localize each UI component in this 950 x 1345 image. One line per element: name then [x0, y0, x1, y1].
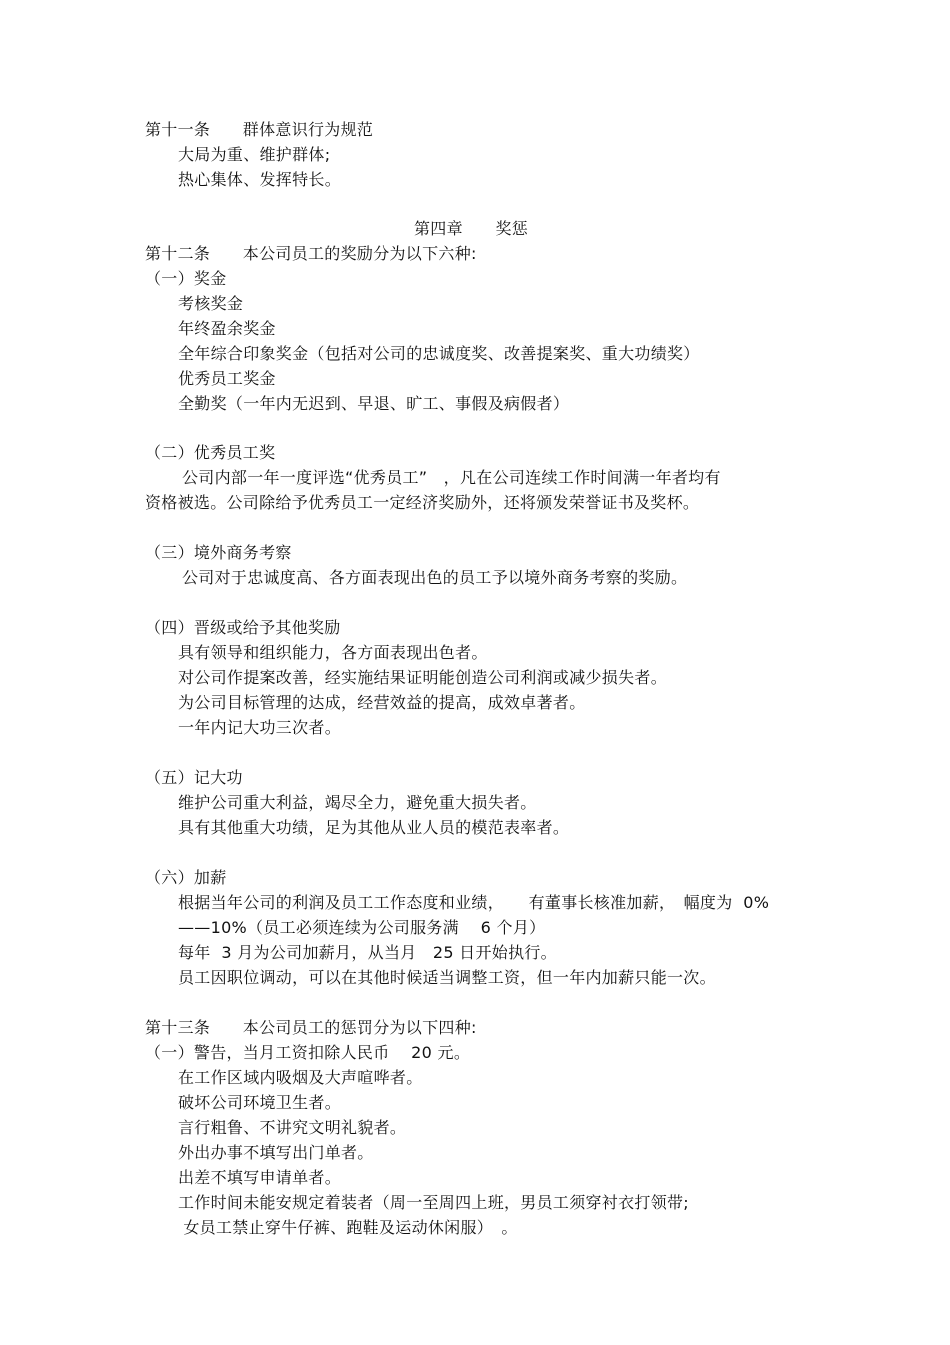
list-item: 对公司作提案改善，经实施结果证明能创造公司利润或减少损失者。: [178, 668, 668, 687]
paragraph-line: 根据当年公司的利润及员工工作态度和业绩， 有董事长核准加薪， 幅度为 0%: [178, 893, 770, 912]
section-title: （四）晋级或给予其他奖励: [145, 618, 341, 637]
list-item: 具有其他重大功绩，足为其他从业人员的模范表率者。: [178, 818, 570, 837]
text-line: 大局为重、维护群体;: [178, 145, 331, 164]
paragraph-line: 资格被选。公司除给予优秀员工一定经济奖励外，还将颁发荣誉证书及奖杯。: [145, 493, 700, 512]
paragraph-line: 员工因职位调动，可以在其他时候适当调整工资，但一年内加薪只能一次。: [178, 968, 716, 987]
list-item: 全年综合印象奖金（包括对公司的忠诚度奖、改善提案奖、重大功绩奖）: [178, 344, 700, 363]
list-item: 女员工禁止穿牛仔裤、跑鞋及运动休闲服） 。: [178, 1218, 518, 1237]
section-title: （一）奖金: [145, 269, 227, 288]
list-item: 优秀员工奖金: [178, 369, 276, 388]
section-title: （六）加薪: [145, 868, 227, 887]
section-title: （二）优秀员工奖: [145, 443, 276, 462]
list-item: 具有领导和组织能力，各方面表现出色者。: [178, 643, 488, 662]
article-12-heading: 第十二条 本公司员工的奖励分为以下六种:: [145, 244, 477, 263]
list-item: 全勤奖（一年内无迟到、早退、旷工、事假及病假者）: [178, 394, 570, 413]
paragraph-line: 每年 3 月为公司加薪月，从当月 25 日开始执行。: [178, 943, 557, 962]
section-title: （一）警告，当月工资扣除人民币 20 元。: [145, 1043, 471, 1062]
chapter-title: 第四章 奖惩: [414, 219, 529, 238]
list-item: 言行粗鲁、不讲究文明礼貌者。: [178, 1118, 407, 1137]
list-item: 考核奖金: [178, 294, 244, 313]
section-title: （五）记大功: [145, 768, 243, 787]
list-item: 在工作区域内吸烟及大声喧哗者。: [178, 1068, 423, 1087]
list-item: 工作时间未能安规定着装者（周一至周四上班，男员工须穿衬衣打领带;: [178, 1193, 689, 1212]
list-item: 年终盈余奖金: [178, 319, 276, 338]
paragraph-line: 公司对于忠诚度高、各方面表现出色的员工予以境外商务考察的奖励。: [182, 568, 688, 587]
section-title: （三）境外商务考察: [145, 543, 292, 562]
paragraph-line: 公司内部一年一度评选“优秀员工” ，凡在公司连续工作时间满一年者均有: [182, 468, 721, 487]
article-11-heading: 第十一条 群体意识行为规范: [145, 120, 374, 139]
list-item: 外出办事不填写出门单者。: [178, 1143, 374, 1162]
list-item: 出差不填写申请单者。: [178, 1168, 342, 1187]
list-item: 维护公司重大利益，竭尽全力，避免重大损失者。: [178, 793, 537, 812]
list-item: 为公司目标管理的达成，经营效益的提高，成效卓著者。: [178, 693, 586, 712]
list-item: 一年内记大功三次者。: [178, 718, 342, 737]
article-13-heading: 第十三条 本公司员工的惩罚分为以下四种:: [145, 1018, 477, 1037]
text-line: 热心集体、发挥特长。: [178, 170, 342, 189]
paragraph-line: ——10%（员工必须连续为公司服务满 6 个月）: [178, 918, 546, 937]
list-item: 破坏公司环境卫生者。: [178, 1093, 342, 1112]
